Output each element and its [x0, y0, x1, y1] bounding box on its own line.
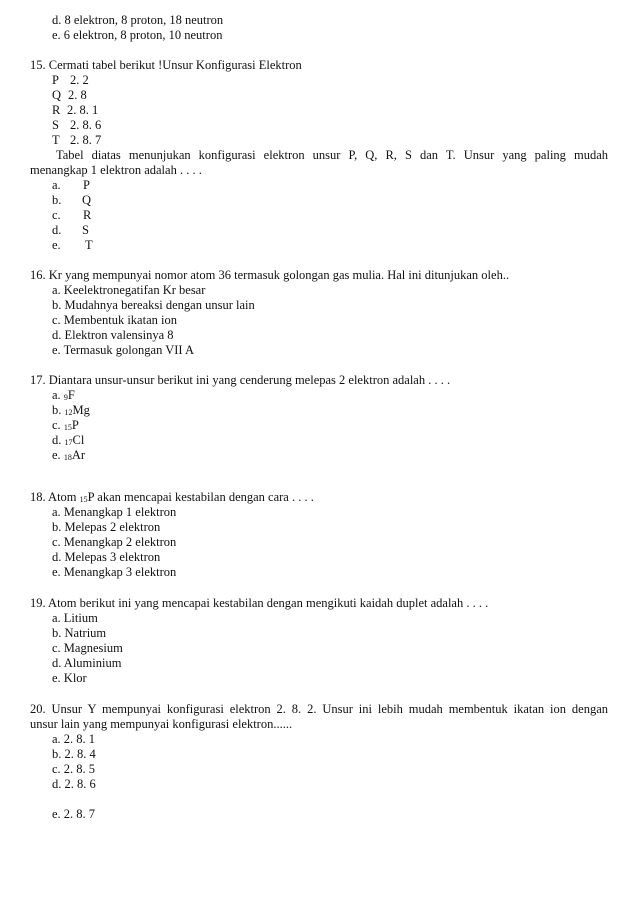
q17-option-e: e. $_{18}$Ar: [52, 448, 86, 462]
q15-body-line2: menangkap 1 elektron adalah . . . .: [30, 163, 202, 177]
q15-option-b: b. Q: [52, 193, 92, 207]
q15-table-row: [52, 118, 101, 133]
q16-option-c: c. Membentuk ikatan ion: [52, 313, 177, 327]
q16-question: 16. Kr yang mempunyai nomor atom 36 termasuk golongan gas mulia. Hal ini ditunjukan oleh..: [30, 268, 510, 282]
q20-option-b: b. 2. 8. 4: [52, 747, 96, 761]
q16-option-b: b. Mudahnya bereaksi dengan unsur lain: [52, 298, 255, 312]
q20-option-c: c. 2. 8. 5: [52, 762, 96, 776]
q15-unsur: S: [52, 118, 59, 132]
q15-table-row: [52, 133, 101, 148]
q18-option-a: a. Menangkap 1 elektron: [52, 505, 177, 519]
q17-option-d: d. $_{17}$Cl: [52, 433, 85, 447]
q17-question: 17. Diantara unsur-unsur berikut ini yang cenderung melepas 2 elektron adalah . . . .: [30, 373, 451, 387]
q16-option-a: a. Keelektronegatifan Kr besar: [52, 283, 206, 297]
q15-option-e: e. T: [52, 238, 93, 252]
q15-konfigurasi: 2. 8. 6: [70, 118, 102, 132]
q15-unsur: Q: [52, 88, 62, 102]
q15-konfigurasi: 2. 8. 1: [67, 103, 99, 117]
q18-question: 18. Atom $_{15}$P akan mencapai kestabilan dengan cara . . . .: [30, 490, 314, 504]
q17-option-b: b. $_{12}$Mg: [52, 403, 90, 417]
q19-option-e: e. Klor: [52, 671, 87, 685]
q19-option-d: d. Aluminium: [52, 656, 122, 670]
q15-konfigurasi: 2. 2: [70, 73, 89, 87]
q18-option-b: b. Melepas 2 elektron: [52, 520, 161, 534]
q15-option-c: c. R: [52, 208, 92, 222]
q15-konfigurasi: 2. 8: [68, 88, 87, 102]
q20-option-a: a. 2. 8. 1: [52, 732, 96, 746]
q15-option-d: d. S: [52, 223, 89, 237]
q15-option-a: a. P: [52, 178, 90, 192]
q16-option-e: e. Termasuk golongan VII A: [52, 343, 195, 357]
q15-unsur: T: [52, 133, 60, 147]
prev-option-e: e. 6 elektron, 8 proton, 10 neutron: [52, 28, 223, 42]
q20-option-e: e. 2. 8. 7: [52, 807, 96, 821]
q18-option-c: c. Menangkap 2 elektron: [52, 535, 177, 549]
prev-option-d: d. 8 elektron, 8 proton, 18 neutron: [52, 13, 224, 27]
q17-option-a: a. $_9$F: [52, 388, 75, 402]
q15-table-row: [52, 103, 98, 118]
q15-question: 15. Cermati tabel berikut !Unsur Konfigurasi Elektron: [30, 58, 302, 72]
q15-table-row: [52, 73, 89, 88]
q20-question-line1: 20. Unsur Y mempunyai konfigurasi elektron 2. 8. 2. Unsur ini lebih mudah membentuk ikatan ion dengan: [30, 702, 608, 716]
q19-option-b: b. Natrium: [52, 626, 107, 640]
q15-unsur: R: [52, 103, 61, 117]
q15-body: Tabel diatas menunjukan konfigurasi elektron unsur P, Q, R, S dan T. Unsur yang paling mudah: [56, 148, 608, 162]
q19-option-a: a. Litium: [52, 611, 98, 625]
q15-table-row: [52, 88, 87, 103]
q18-option-e: e. Menangkap 3 elektron: [52, 565, 177, 579]
q15-unsur: P: [52, 73, 59, 87]
q16-option-d: d. Elektron valensinya 8: [52, 328, 174, 342]
q18-option-d: d. Melepas 3 elektron: [52, 550, 161, 564]
q15-konfigurasi: 2. 8. 7: [70, 133, 102, 147]
q19-question: 19. Atom berikut ini yang mencapai kestabilan dengan mengikuti kaidah duplet adalah . . . .: [30, 596, 489, 610]
q20-option-d: d. 2. 8. 6: [52, 777, 96, 791]
q19-option-c: c. Magnesium: [52, 641, 123, 655]
q17-option-c: c. $_{15}$P: [52, 418, 79, 432]
q20-question-line2: unsur lain yang mempunyai konfigurasi elektron......: [30, 717, 293, 731]
